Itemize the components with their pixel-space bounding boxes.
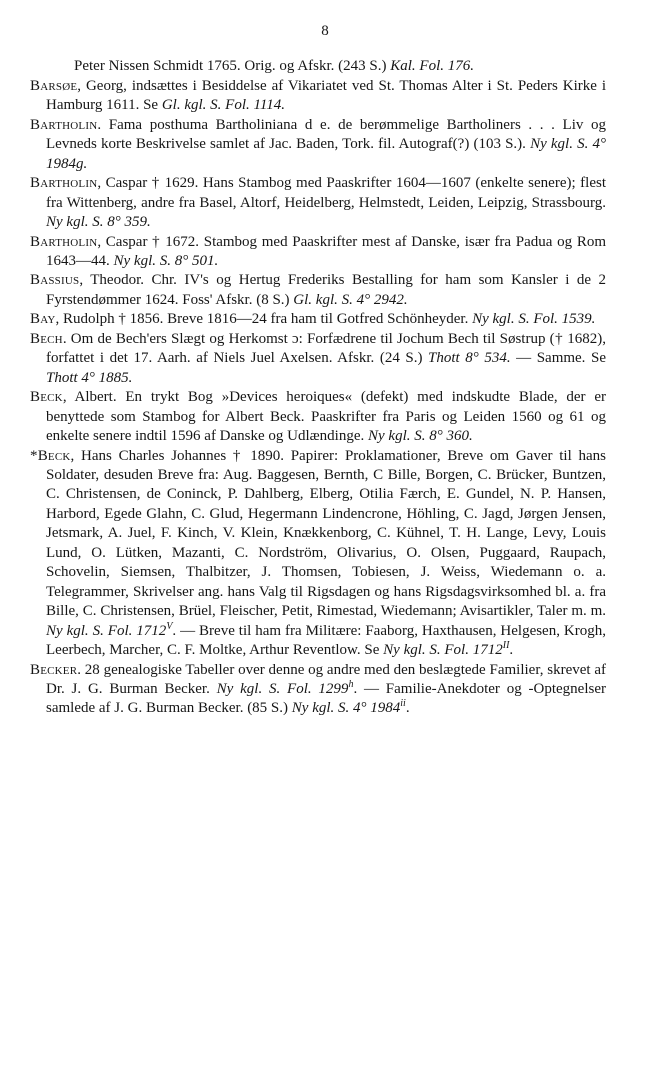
entry-headword: Bartholin bbox=[30, 175, 98, 192]
register-entry bbox=[30, 116, 606, 174]
register-entry bbox=[30, 77, 606, 116]
entry-headword: Becker bbox=[30, 661, 78, 678]
entry-headword: Bartholin bbox=[30, 233, 98, 250]
entry-text: . — Familie-Anekdoter og -Optegnelser samlede af J. G. Burman Becker. (85 S.) bbox=[46, 680, 606, 717]
shelfmark: Ny kgl. S. 8° 359. bbox=[46, 214, 151, 231]
entry-text: , Caspar † 1629. Hans Stambog med Paaskrifter 1604—1607 (enkelte senere); flest fra Wittenberg, andre fra Basel, Altorf, Heidelberg, Helmstedt, Leiden, Leipzig, Strassbourg. bbox=[46, 175, 606, 211]
entry-text: , Theodor. Chr. IV's og Hertug Frederiks Bestalling for ham som Kansler i de 2 Fyrstendømmer 1624. Foss' Afskr. (8 S.) bbox=[46, 272, 606, 308]
entry-text: , Albert. En trykt Bog »Devices heroiques« (defekt) med indskudte Blade, der er benyttede som Stambog for Albert Beck. Paaskrifter fra Paris og Leiden 1560 og 61 og enkelte senere indtil 1596 af Danske og Udlændinge. bbox=[46, 389, 606, 445]
entry-text: , Hans Charles Johannes † 1890. Papirer: Proklamationer, Breve om Gaver til hans Soldater, desuden Breve fra: Aug. Baggesen, Bernth, C Bille, Borgen, C. Brücker, Buntzen, C. Christensen, de Coninck, P. Dahlberg, Elberg, Otilia Færch, E. Gundel, N. P. Hansen, Harbord, Egede Glahn, C. Glud, Hegermann Lindencrone, Höhling, C. Jagd, Jørgen Jensen, Jetsmark, A. Juel, F. Kinch, V. Klein, Knækkenborg, C. Kühnel, T. H. Lange, Levy, Louis Lund, O. Lütken, Mazanti, C. Nordström, Olivarius, O. Olsen, Puggaard, Raupach, Schovelin, Siemsen, Thalbitzer, J. Thomsen, Tobiesen, J. Weiss, Wiedemann o. a. Telegrammer, Skrivelser ang. hans Valg til Rigsdagen og hans Rigsdagsvirksomhed bl. a. fra Bille, C. Christensen, Brüel, Fleischer, Petit, Rimestad, Wiedemann; Avisartikler, Taler m. m. bbox=[46, 447, 606, 620]
shelfmark-suffix: II bbox=[502, 640, 510, 652]
shelfmark: Ny kgl. S. Fol. 1299 bbox=[216, 680, 349, 697]
shelfmark: Ny kgl. S. Fol. 1712 bbox=[383, 642, 503, 659]
entry-text: Peter Nissen Schmidt 1765. Orig. og Afskr. (243 S.) bbox=[74, 58, 391, 75]
entry-headword: Bay bbox=[30, 311, 56, 328]
entry-headword: Bassius bbox=[30, 272, 80, 289]
entry-text: . 28 genealogiske Tabeller over denne og andre med den beslægtede Familier, skrevet af Dr. J. G. Burman Becker. bbox=[46, 661, 606, 697]
shelfmark: Ny kgl. S. Fol. 1712 bbox=[46, 622, 167, 639]
register-entry bbox=[30, 447, 606, 661]
shelfmark: Kal. Fol. 176. bbox=[390, 58, 475, 75]
shelfmark: Ny kgl. S. Fol. 1539. bbox=[472, 311, 596, 328]
entry-text: . bbox=[405, 700, 410, 717]
shelfmark: Ny kgl. S. 4° 1984g. bbox=[46, 136, 606, 172]
shelfmark-suffix: V bbox=[166, 620, 173, 632]
page-number: 8 bbox=[321, 23, 329, 39]
shelfmark: Gl. kgl. S. 4° 2942. bbox=[293, 291, 408, 308]
entry-headword: Beck bbox=[30, 389, 63, 406]
shelfmark-suffix: ii bbox=[400, 698, 406, 710]
register-entry bbox=[30, 330, 606, 388]
entry-headword: Barsøe bbox=[30, 77, 78, 94]
register-entry bbox=[30, 57, 606, 76]
entry-text: . — Breve til ham fra Militære: Faaborg, Haxthausen, Helgesen, Krogh, Leerbech, Marcher, C. F. Moltke, Arthur Reventlow. Se bbox=[46, 622, 606, 659]
entry-headword: *Beck bbox=[30, 447, 71, 464]
shelfmark: Thott 8° 534. bbox=[428, 350, 511, 367]
entry-text: . Om de Bech'ers Slægt og Herkomst ɔ: Forfædrene til Jochum Bech til Søstrup († 1682), forfattet i det 17. Aarh. af Niels Juel Axelsen. Afskr. (24 S.) bbox=[46, 330, 606, 367]
entry-text: , Rudolph † 1856. Breve 1816—24 fra ham til Gotfred Schönheyder. bbox=[55, 311, 473, 328]
shelfmark: Ny kgl. S. 8° 501. bbox=[113, 252, 219, 269]
shelfmark: Ny kgl. S. 4° 1984 bbox=[291, 700, 401, 717]
shelfmark: Ny kgl. S. 8° 360. bbox=[368, 428, 473, 445]
entry-text: , Georg, indsættes i Besiddelse af Vikariatet ved St. Thomas Alter i St. Peders Kirke i Hamburg 1611. Se bbox=[46, 77, 606, 114]
register-entry bbox=[30, 233, 606, 272]
shelfmark: Thott 4° 1885. bbox=[46, 369, 133, 386]
register-entry bbox=[30, 388, 606, 446]
register-entries bbox=[30, 57, 606, 718]
register-entry bbox=[30, 310, 606, 329]
entry-headword: Bech bbox=[30, 330, 63, 347]
register-entry bbox=[30, 174, 606, 232]
entry-text: . Fama posthuma Bartholiniana d e. de berømmelige Bartholiners . . . Liv og Levneds korte Beskrivelse samlet af Jac. Baden, Tork. fil. Autograf(?) (103 S.). bbox=[46, 116, 606, 153]
register-entry bbox=[30, 661, 606, 719]
register-entry bbox=[30, 271, 606, 310]
entry-headword: Bartholin bbox=[30, 116, 98, 133]
entry-text: , Caspar † 1672. Stambog med Paaskrifter mest af Danske, især fra Padua og Rom 1643—44. bbox=[46, 233, 606, 269]
shelfmark: Gl. kgl. S. Fol. 1114. bbox=[161, 97, 286, 114]
entry-text: . bbox=[509, 642, 514, 659]
entry-text: — Samme. Se bbox=[510, 350, 606, 367]
shelfmark-suffix: h bbox=[348, 678, 354, 690]
